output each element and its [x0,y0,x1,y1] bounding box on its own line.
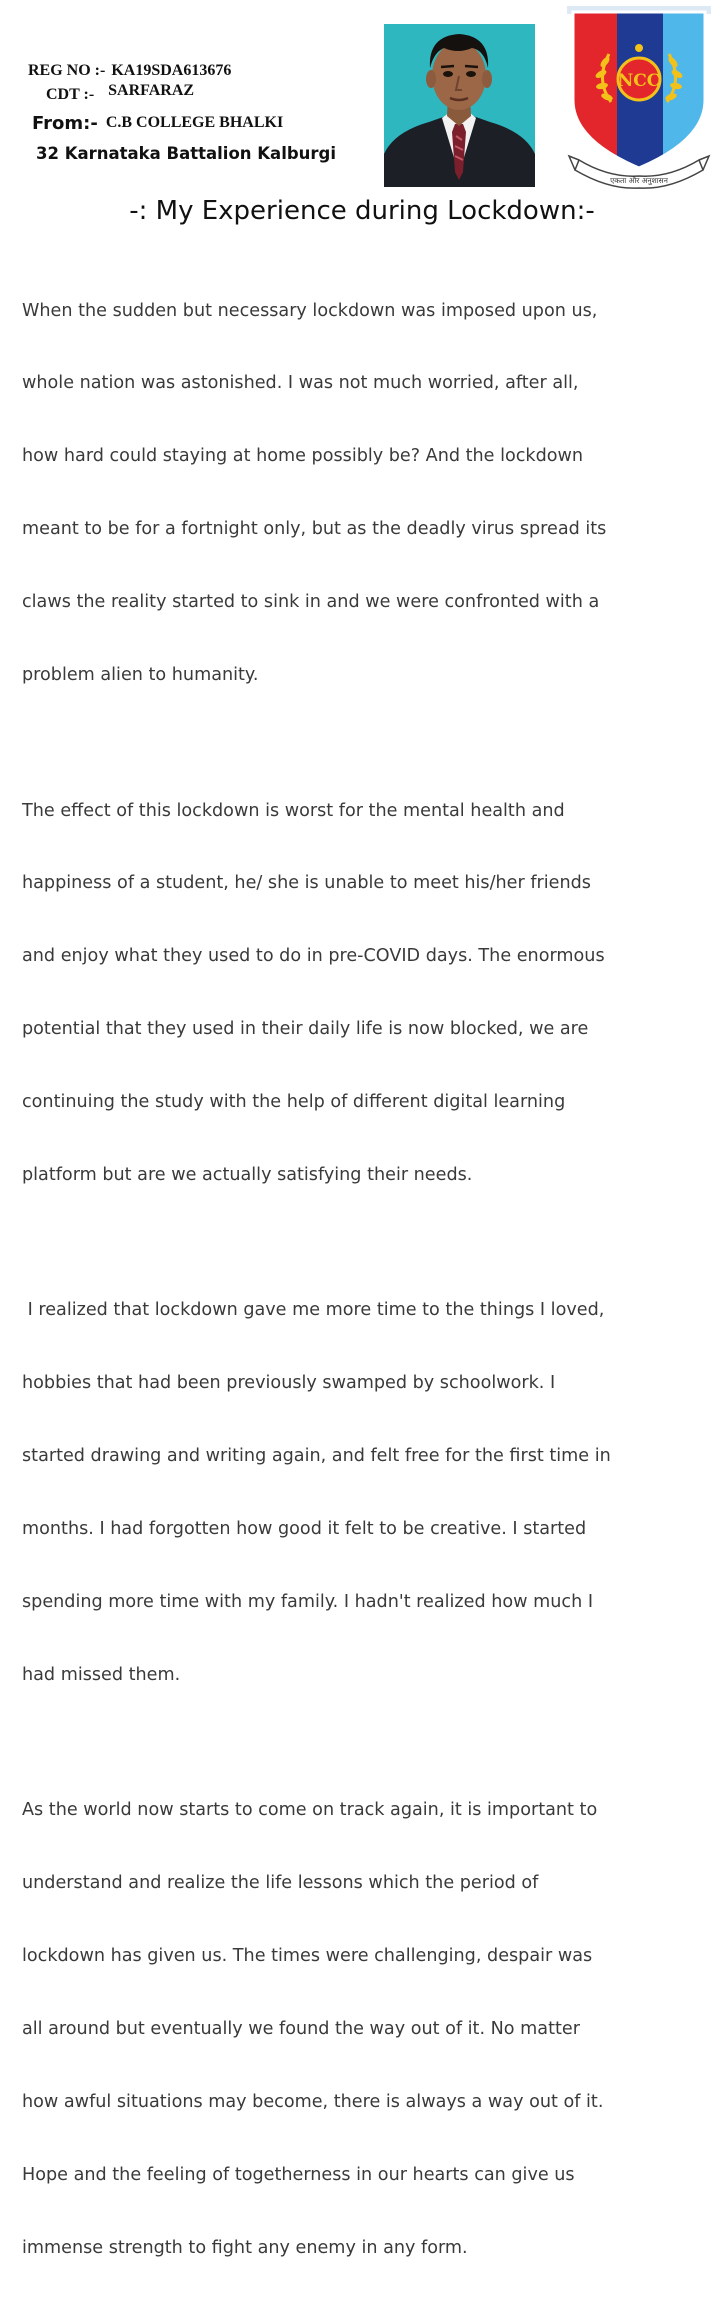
text-line: meant to be for a fortnight only, but as the deadly virus spread its [22,519,607,540]
paragraph-2 [22,750,712,1236]
from-label: From:- [32,113,98,134]
essay-body [22,250,712,2323]
paragraph-3 [22,1250,712,1736]
text-line: The effect of this lockdown is worst for the mental health and [22,800,565,821]
cadet-photo [384,24,535,187]
cadet-name [46,82,195,104]
text-line: Hope and the feeling of togetherness in our hearts can give us [22,2164,575,2185]
text-line: claws the reality started to sink in and we were confronted with a [22,592,600,613]
battalion: 32 Karnataka Battalion Kalburgi [36,144,337,163]
text-line: whole nation was astonished. I was not much worried, after all, [22,373,579,394]
page-title: -: My Experience during Lockdown:- [129,196,595,226]
emblem-motto: एकता और अनुशासन [610,176,668,185]
text-line: immense strength to fight any enemy in any form. [22,2237,468,2258]
reg-value: KA19SDA613676 [111,62,232,79]
cdt-label: CDT :- [46,86,95,103]
text-line: understand and realize the life lessons which the period of [22,1873,539,1894]
text-line: lockdown has given us. The times were challenging, despair was [22,1946,593,1967]
ncc-shield-icon [565,0,713,192]
text-line: potential that they used in their daily life is now blocked, we are [22,1019,589,1040]
ncc-emblem [565,0,713,192]
text-line: I realized that lockdown gave me more time to the things I loved, [22,1300,605,1321]
reg-number [28,62,231,80]
text-line: how hard could staying at home possibly be? And the lockdown [22,446,584,467]
text-line: spending more time with my family. I hadn't realized how much I [22,1592,594,1613]
text-line: platform but are we actually satisfying their needs. [22,1164,473,1185]
text-line: hobbies that had been previously swamped by schoolwork. I [22,1373,556,1394]
text-line: happiness of a student, he/ she is unable to meet his/her friends [22,873,591,894]
portrait-image [384,24,535,187]
text-line: and enjoy what they used to do in pre-COVID days. The enormous [22,946,605,967]
text-line: When the sudden but necessary lockdown was imposed upon us, [22,300,598,321]
cdt-value: SARFARAZ [108,82,195,99]
paragraph-4 [22,1750,712,2309]
text-line: started drawing and writing again, and felt free for the first time in [22,1446,611,1467]
from-value: C.B COLLEGE BHALKI [105,114,284,131]
reg-label: REG NO :- [28,62,106,79]
text-line: how awful situations may become, there is always a way out of it. [22,2091,604,2112]
text-line: had missed them. [22,1664,181,1685]
text-line: problem alien to humanity. [22,665,259,686]
text-line: continuing the study with the help of different digital learning [22,1092,566,1113]
emblem-text: NCC [617,71,661,91]
text-line: all around but eventually we found the way out of it. No matter [22,2019,580,2040]
from-college [32,113,283,134]
paragraph-1 [22,250,712,736]
text-line: As the world now starts to come on track again, it is important to [22,1800,598,1821]
text-line: months. I had forgotten how good it felt to be creative. I started [22,1519,587,1540]
